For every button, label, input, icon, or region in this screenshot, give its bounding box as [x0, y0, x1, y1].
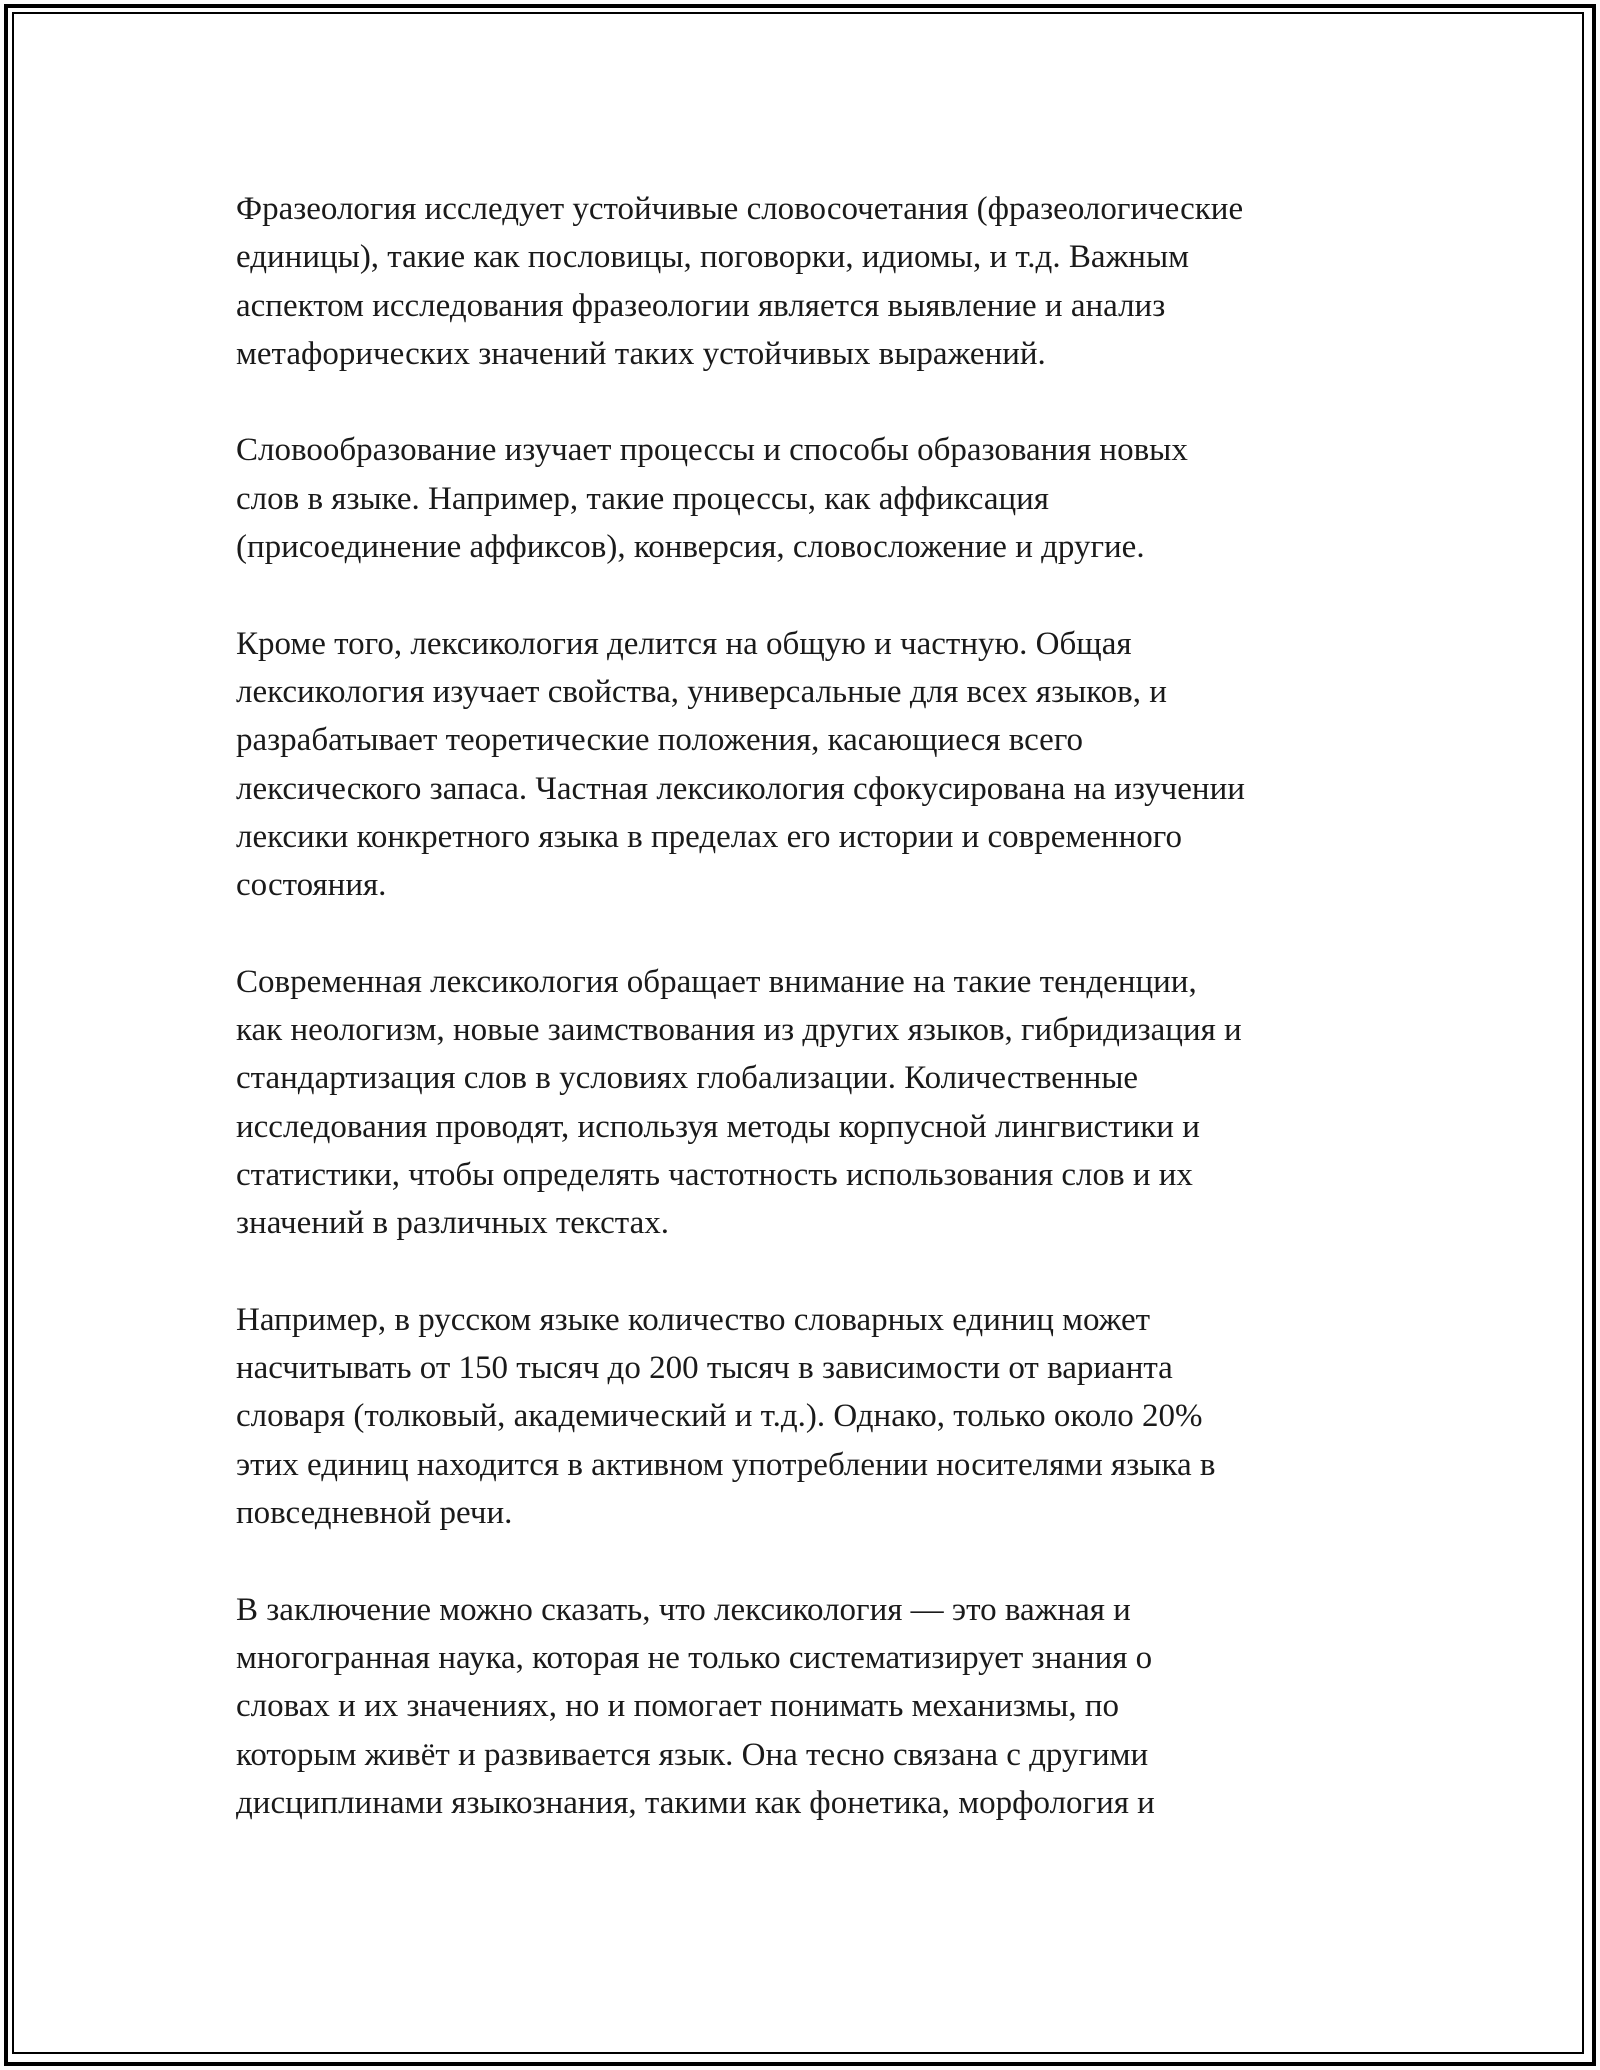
paragraph-word-formation	[236, 426, 1396, 571]
text-line: аспектом исследования фразеологии является выявление и анализ	[236, 287, 1166, 324]
text-line: исследования проводят, используя методы корпусной лингвистики и	[236, 1108, 1200, 1145]
paragraph-conclusion	[236, 1586, 1396, 1827]
text-line: насчитывать от 150 тысяч до 200 тысяч в зависимости от варианта	[236, 1350, 1173, 1387]
text-line: этих единиц находится в активном употреблении носителями языка в	[236, 1446, 1216, 1483]
text-line: стандартизация слов в условиях глобализации. Количественные	[236, 1060, 1139, 1097]
text-line: словаря (толковый, академический и т.д.). Однако, только около 20%	[236, 1398, 1203, 1435]
text-line: Фразеология исследует устойчивые словосочетания (фразеологические	[236, 191, 1244, 227]
text-line: Современная лексикология обращает внимание на такие тенденции,	[236, 963, 1197, 1000]
text-line: состояния.	[236, 867, 387, 904]
text-line: Словообразование изучает процессы и способы образования новых	[236, 432, 1188, 469]
text-line: лексики конкретного языка в пределах его истории и современного	[236, 818, 1182, 855]
text-line: лексикология изучает свойства, универсальные для всех языков, и	[236, 673, 1167, 710]
text-line: повседневной речи.	[236, 1495, 513, 1532]
document-body	[236, 185, 1396, 1875]
paragraph-modern-lexicology	[236, 958, 1396, 1248]
text-line: (присоединение аффиксов), конверсия, словосложение и другие.	[236, 529, 1145, 566]
text-line: единицы), такие как пословицы, поговорки, идиомы, и т.д. Важным	[236, 239, 1190, 276]
paragraph-russian-vocabulary	[236, 1296, 1396, 1537]
text-line: дисциплинами языкознания, такими как фонетика, морфология и	[236, 1784, 1155, 1821]
text-line: В заключение можно сказать, что лексикология — это важная и	[236, 1591, 1131, 1628]
text-line: Кроме того, лексикология делится на общую и частную. Общая	[236, 625, 1132, 662]
paragraph-phraseology	[236, 185, 1396, 378]
text-line: многогранная наука, которая не только систематизирует знания о	[236, 1639, 1153, 1676]
text-line: как неологизм, новые заимствования из других языков, гибридизация и	[236, 1012, 1242, 1049]
text-line: статистики, чтобы определять частотность использования слов и их	[236, 1156, 1193, 1193]
paragraph-general-and-particular	[236, 620, 1396, 910]
text-line: значений в различных текстах.	[236, 1205, 669, 1242]
text-line: разрабатывает теоретические положения, касающиеся всего	[236, 722, 1084, 759]
text-line: которым живёт и развивается язык. Она тесно связана с другими	[236, 1736, 1149, 1773]
text-line: словах и их значениях, но и помогает понимать механизмы, по	[236, 1688, 1120, 1725]
text-line: Например, в русском языке количество словарных единиц может	[236, 1301, 1151, 1338]
text-line: лексического запаса. Частная лексикология сфокусирована на изучении	[236, 770, 1245, 807]
text-line: метафорических значений таких устойчивых выражений.	[236, 335, 1046, 372]
text-line: слов в языке. Например, такие процессы, как аффиксация	[236, 480, 1049, 517]
